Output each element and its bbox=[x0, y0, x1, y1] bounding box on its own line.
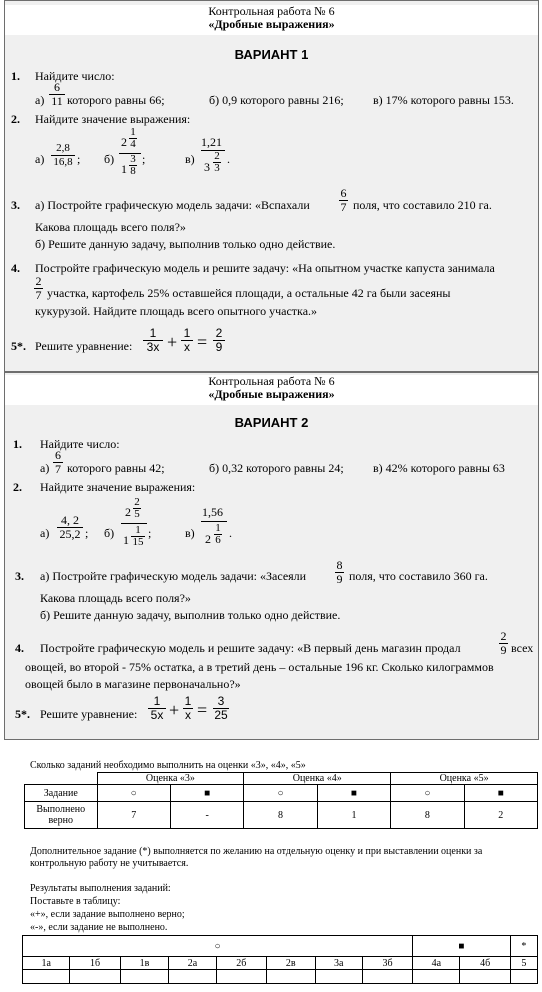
task-3-number: 3. bbox=[11, 198, 20, 212]
task-4-line2: овощей, во второй - 75% остатка, а в третий день – остальные 196 кг. Сколько килограммов bbox=[25, 660, 494, 674]
table-row bbox=[23, 936, 538, 957]
task-5-fraction-2: 1 x bbox=[184, 694, 192, 722]
task-2b-separator: ; bbox=[142, 152, 146, 166]
task-column-header: 4б bbox=[460, 957, 510, 970]
task-2c-complex-fraction bbox=[201, 135, 225, 183]
row-label-done: Выполнено верно bbox=[25, 802, 98, 829]
task-4-line3: овощей было в магазине первоначально?» bbox=[25, 677, 241, 691]
extra-task-note: Дополнительное задание (*) выполняется по желанию на отдельную оценку и при выставлении оценки за контрольную работу не учитывается. bbox=[30, 846, 483, 869]
task-3-line3: б) Решите данную задачу, выполнив только одно действие. bbox=[40, 608, 341, 622]
task-2a-fraction: 4, 2 25,2 bbox=[57, 514, 83, 541]
task-2a-separator: ; bbox=[85, 526, 89, 540]
result-input-cell[interactable] bbox=[315, 970, 362, 984]
task-2c-complex-fraction bbox=[201, 505, 227, 557]
grading-caption: Сколько заданий необходимо выполнить на оценки «3», «4», «5» bbox=[30, 760, 306, 771]
result-input-cell[interactable] bbox=[120, 970, 169, 984]
task-column-header: 3а bbox=[315, 957, 362, 970]
task-column-header: 5 bbox=[510, 957, 537, 970]
task-2-text: Найдите значение выражения: bbox=[40, 480, 196, 494]
task-3-line1-end: поля, что составило 360 га. bbox=[349, 569, 488, 583]
task-2b-main-bar bbox=[121, 523, 147, 524]
task-5-fraction-1: 1 3x bbox=[143, 327, 163, 354]
task-column-header: 1в bbox=[120, 957, 169, 970]
task-4-line1-end: всех bbox=[511, 641, 534, 655]
results-plus-rule: «+», если задание выполнено верно; bbox=[30, 909, 185, 920]
task-2c-bottom-whole: 3 bbox=[204, 160, 210, 174]
cell-value: 8 bbox=[391, 802, 464, 829]
task-1b-text: б) 0,9 которого равны 216; bbox=[209, 93, 344, 107]
table-row bbox=[23, 970, 538, 984]
task-4-line3: кукурузой. Найдите площадь всего опытного участка.» bbox=[35, 304, 318, 318]
test-title: Контрольная работа № 6 bbox=[208, 374, 335, 388]
task-2-number: 2. bbox=[13, 480, 22, 494]
cell-value: 1 bbox=[317, 802, 390, 829]
task-4-line1: Постройте графическую модель и решите задачу: «В первый день магазин продал bbox=[40, 641, 461, 655]
task-2c-main-bar bbox=[201, 521, 227, 522]
task-2b-label: б) bbox=[104, 152, 115, 166]
results-minus-rule: «-», если задание не выполнено. bbox=[30, 922, 168, 933]
task-1-text: Найдите число: bbox=[35, 69, 115, 83]
task-5-number: 5*. bbox=[11, 339, 26, 353]
equals-sign: = bbox=[197, 700, 208, 720]
result-input-cell[interactable] bbox=[413, 970, 460, 984]
task-2c-numerator: 1,56 bbox=[202, 505, 223, 519]
task-column-header: 4а bbox=[413, 957, 460, 970]
table-row bbox=[25, 773, 538, 785]
task-1-number: 1. bbox=[11, 69, 20, 83]
result-input-cell[interactable] bbox=[169, 970, 216, 984]
task-2c-bottom-fraction: 2 3 bbox=[214, 150, 220, 174]
empty-cell bbox=[25, 773, 98, 785]
variant-2-card bbox=[4, 372, 539, 740]
result-input-cell[interactable] bbox=[460, 970, 510, 984]
task-2c-label: в) bbox=[185, 526, 195, 540]
task-3-line2: Какова площадь всего поля?» bbox=[40, 591, 191, 605]
task-column-header: 2а bbox=[169, 957, 216, 970]
task-5-number: 5*. bbox=[15, 707, 30, 721]
results-title: Результаты выполнения заданий: bbox=[30, 883, 171, 894]
task-2b-label: б) bbox=[104, 526, 115, 540]
task-2b-top-fraction: 2 5 bbox=[134, 496, 140, 520]
task-1a-fraction: 6 7 bbox=[55, 448, 61, 476]
result-input-cell[interactable] bbox=[510, 970, 537, 984]
results-table bbox=[22, 935, 538, 984]
results-instruction: Поставьте в таблицу: bbox=[30, 896, 121, 907]
task-2-number: 2. bbox=[11, 112, 20, 126]
variant-1-card bbox=[4, 0, 539, 372]
result-input-cell[interactable] bbox=[23, 970, 70, 984]
task-2b-top-fraction: 1 4 bbox=[130, 126, 136, 150]
star-icon: * bbox=[510, 936, 537, 957]
task-2a-label: а) bbox=[40, 526, 50, 540]
task-2c-label: в) bbox=[185, 152, 195, 166]
task-1b-text: б) 0,32 которого равны 24; bbox=[209, 461, 344, 475]
task-1a-label: а) bbox=[35, 93, 45, 107]
task-1-number: 1. bbox=[13, 437, 22, 451]
square-icon: ■ bbox=[413, 936, 511, 957]
task-column-header: 1а bbox=[23, 957, 70, 970]
plus-sign: + bbox=[167, 332, 178, 352]
task-5-fraction-2: 1 x bbox=[181, 327, 193, 354]
cell-value: 8 bbox=[244, 802, 317, 829]
row-label-task: Задание bbox=[25, 785, 98, 802]
task-3-fraction: 6 7 bbox=[340, 186, 347, 214]
result-input-cell[interactable] bbox=[362, 970, 412, 984]
square-icon: ■ bbox=[464, 785, 537, 802]
result-input-cell[interactable] bbox=[70, 970, 120, 984]
task-2b-bottom-fraction: 1 15 bbox=[132, 524, 144, 548]
square-icon: ■ bbox=[170, 785, 243, 802]
task-4-line2: участка, картофель 25% оставшейся площади, а остальные 42 га были засеяны bbox=[47, 286, 451, 300]
task-1-text: Найдите число: bbox=[40, 437, 120, 451]
cell-value: - bbox=[170, 802, 243, 829]
task-3-line3: б) Решите данную задачу, выполнив только одно действие. bbox=[35, 237, 336, 251]
circle-icon: ○ bbox=[244, 785, 317, 802]
task-3-line1-end: поля, что составило 210 га. bbox=[353, 198, 492, 212]
task-1a-text: которого равны 66; bbox=[67, 93, 165, 107]
task-2a-label: а) bbox=[35, 152, 45, 166]
task-1a-label: а) bbox=[40, 461, 50, 475]
task-2b-complex-fraction bbox=[121, 495, 147, 557]
task-5-fraction-3: 3 25 bbox=[214, 694, 228, 722]
circle-icon: ○ bbox=[391, 785, 464, 802]
task-2b-bottom-whole: 1 bbox=[123, 533, 129, 547]
task-3-number: 3. bbox=[15, 569, 24, 583]
task-2a-fraction: 2,8 16,8 bbox=[51, 142, 75, 169]
task-3-line2: Какова площадь всего поля?» bbox=[35, 220, 186, 234]
cell-value: 2 bbox=[464, 802, 537, 829]
task-2b-bottom-fraction: 3 8 bbox=[130, 153, 136, 177]
variant-1-title: ВАРИАНТ 1 bbox=[234, 47, 309, 62]
task-2c-bottom-whole: 2 bbox=[205, 532, 211, 546]
table-row bbox=[25, 802, 538, 829]
grade-4-header: Оценка «4» bbox=[244, 773, 391, 785]
grade-5-header: Оценка «5» bbox=[391, 773, 538, 785]
task-column-header: 1б bbox=[70, 957, 120, 970]
variant-1-header bbox=[5, 5, 538, 35]
table-row bbox=[25, 785, 538, 802]
result-input-cell[interactable] bbox=[266, 970, 315, 984]
task-4-fraction: 2 7 bbox=[35, 274, 42, 302]
task-3-line1: а) Постройте графическую модель задачи: «Вспахали bbox=[35, 198, 310, 212]
grade-3-header: Оценка «3» bbox=[97, 773, 244, 785]
test-subtitle: «Дробные выражения» bbox=[208, 17, 335, 31]
task-2a-separator: ; bbox=[77, 152, 81, 166]
task-5-fraction-3: 2 9 bbox=[213, 327, 225, 354]
task-5-fraction-1: 1 5x bbox=[148, 695, 166, 722]
plus-sign: + bbox=[169, 700, 180, 720]
variant-2-title: ВАРИАНТ 2 bbox=[234, 415, 309, 430]
task-1a-fraction: 6 11 bbox=[49, 81, 65, 108]
grading-table bbox=[24, 772, 538, 829]
task-column-header: 2в bbox=[266, 957, 315, 970]
table-row bbox=[23, 957, 538, 970]
task-2c-separator: . bbox=[227, 152, 230, 166]
task-2b-complex-fraction bbox=[119, 126, 141, 182]
test-title: Контрольная работа № 6 bbox=[208, 4, 335, 18]
task-1a-text: которого равны 42; bbox=[67, 461, 165, 475]
task-column-header: 3б bbox=[362, 957, 412, 970]
task-2b-bottom-whole: 1 bbox=[121, 162, 127, 176]
task-column-header: 2б bbox=[216, 957, 266, 970]
task-2c-bottom-fraction: 1 6 bbox=[215, 522, 221, 546]
circle-icon: ○ bbox=[23, 936, 413, 957]
result-input-cell[interactable] bbox=[216, 970, 266, 984]
task-4-number: 4. bbox=[15, 641, 24, 655]
task-2c-separator: . bbox=[229, 526, 232, 540]
task-3-fraction: 8 9 bbox=[336, 558, 343, 586]
task-4-line1: Постройте графическую модель и решите задачу: «На опытном участке капуста занимала bbox=[35, 261, 495, 275]
task-2b-top-whole: 2 bbox=[125, 505, 131, 519]
circle-icon: ○ bbox=[97, 785, 170, 802]
task-4-fraction: 2 9 bbox=[500, 629, 507, 657]
task-2b-separator: ; bbox=[148, 526, 152, 540]
task-5-text: Решите уравнение: bbox=[35, 339, 133, 353]
task-1c-text: в) 42% которого равны 63 bbox=[373, 461, 505, 475]
task-2c-numerator: 1,21 bbox=[201, 135, 222, 149]
equals-sign: = bbox=[197, 332, 208, 352]
task-3-line1: а) Постройте графическую модель задачи: «Засеяли bbox=[40, 569, 307, 583]
task-1c-text: в) 17% которого равны 153. bbox=[373, 93, 514, 107]
test-subtitle: «Дробные выражения» bbox=[208, 387, 335, 401]
task-4-number: 4. bbox=[11, 261, 20, 275]
task-2b-top-whole: 2 bbox=[121, 135, 127, 149]
variant-2-header bbox=[5, 375, 538, 405]
cell-value: 7 bbox=[97, 802, 170, 829]
task-5-text: Решите уравнение: bbox=[40, 707, 138, 721]
square-icon: ■ bbox=[317, 785, 390, 802]
task-2-text: Найдите значение выражения: bbox=[35, 112, 191, 126]
